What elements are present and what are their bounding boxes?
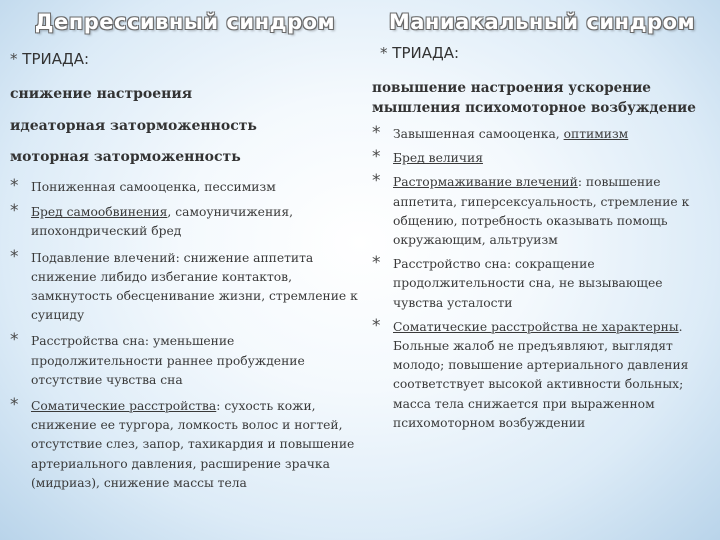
list-item: * Расстройство сна: сокращение продолжительности сна, не вызывающее чувства усталости xyxy=(372,253,663,310)
triad-item: моторная заторможенность xyxy=(10,149,241,165)
list-item: * Завышенная самооценка, оптимизм xyxy=(372,123,629,143)
triad-item: снижение настроения xyxy=(10,86,193,102)
manic-bullet-list xyxy=(372,125,712,433)
list-item: * Бред величия xyxy=(372,147,483,168)
asterisk-bullet-icon: * xyxy=(10,330,19,351)
asterisk-bullet-icon: * xyxy=(372,123,381,143)
depressive-triada-label: * ТРИАДА: xyxy=(10,50,90,68)
asterisk-bullet-icon: * xyxy=(10,246,19,267)
asterisk-bullet-icon: * xyxy=(10,395,19,416)
asterisk-bullet-icon: * xyxy=(380,44,388,62)
depressive-title: Депрессивный синдром xyxy=(34,10,336,34)
triad-item: идеаторная заторможенность xyxy=(10,118,257,134)
manic-title: Маниакальный синдром xyxy=(388,10,696,34)
list-item: * Подавление влечений: снижение аппетита снижение либидо избегание контактов, замкнутость обесценивание жизни, стремление к суициду xyxy=(10,246,358,323)
asterisk-bullet-icon: * xyxy=(372,253,381,274)
depressive-bullet-list xyxy=(10,178,360,493)
list-item: * Соматические расстройства: сухость кожи, снижение ее тургора, ломкость волос и ногтей, отсутствие слез, запор, тахикардия и повышение артериального давления, расширение зрачка (мидриаз), снижение массы тела xyxy=(10,395,355,490)
list-item: * Расстройства сна: уменьшение продолжительности раннее пробуждение отсутствие чувства сна xyxy=(10,330,305,387)
asterisk-bullet-icon: * xyxy=(372,315,381,336)
manic-triada-label: * ТРИАДА: xyxy=(380,44,460,62)
asterisk-bullet-icon: * xyxy=(10,201,19,222)
list-item: * Соматические расстройства не характерны. Больные жалоб не предъявляют, выглядят молодо; повышение артериального давления соответствует высокой активности больных; масса тела снижается при выраженном психомоторном возбуждении xyxy=(372,315,689,430)
manic-triad-text: повышение настроения ускорение мышления психомоторное возбуждение xyxy=(372,80,696,116)
list-item: * Бред самообвинения, самоуничижения, ипохондрический бред xyxy=(10,201,294,239)
list-item: * Пониженная самооценка, пессимизм xyxy=(10,176,276,196)
asterisk-bullet-icon: * xyxy=(10,176,19,196)
asterisk-bullet-icon: * xyxy=(372,171,381,192)
list-item: * Растормаживание влечений: повышение аппетита, гиперсексуальность, стремление к общению, потребность оказывать помощь окружающим, альтруизм xyxy=(372,171,690,248)
asterisk-bullet-icon: * xyxy=(10,50,18,68)
asterisk-bullet-icon: * xyxy=(372,147,381,168)
